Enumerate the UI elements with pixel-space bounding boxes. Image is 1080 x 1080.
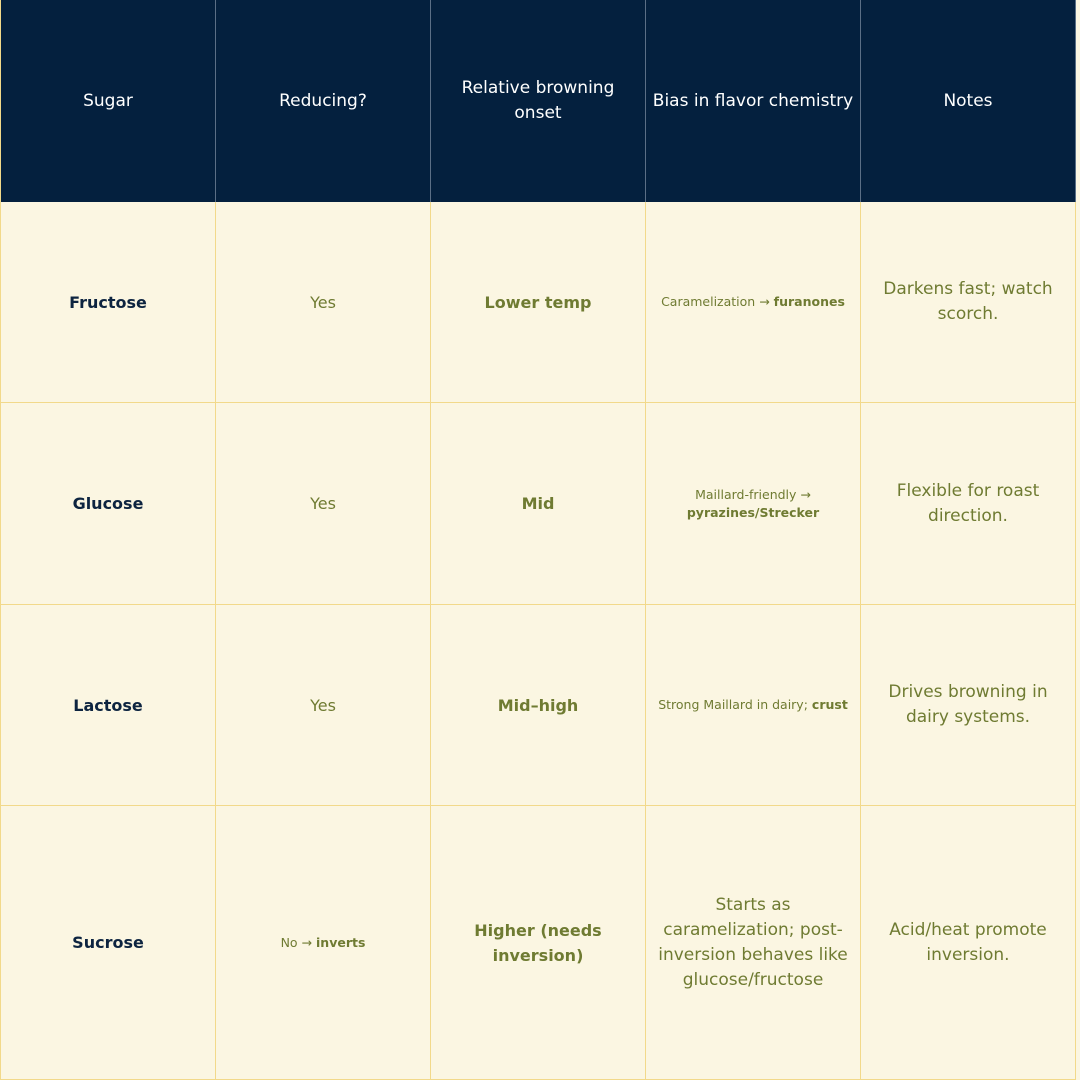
table-row-glucose-bias — [646, 403, 861, 605]
bias-value — [658, 696, 848, 714]
header-flavor-bias — [646, 0, 861, 202]
bias-text: Caramelization → — [661, 294, 770, 309]
header-notes-label: Notes — [943, 90, 993, 111]
table-row-lactose-reducing — [216, 605, 431, 806]
header-notes — [861, 0, 1076, 202]
table-row-glucose-reducing — [216, 403, 431, 605]
header-reducing-label: Reducing? — [279, 90, 367, 111]
reducing-value: Yes — [310, 695, 336, 715]
header-sugar-label: Sugar — [83, 90, 133, 111]
notes-value: Flexible for roast direction. — [896, 480, 1040, 526]
table-row-sucrose-notes — [861, 806, 1076, 1080]
table-row-fructose-reducing — [216, 202, 431, 403]
header-browning-onset — [431, 0, 646, 202]
reducing-text: No → — [280, 934, 313, 950]
onset-value: Mid — [521, 494, 555, 513]
sugar-name: Glucose — [72, 494, 144, 513]
table-row-fructose-bias — [646, 202, 861, 403]
table-row-fructose-onset — [431, 202, 646, 403]
sugar-name: Fructose — [69, 292, 147, 312]
bias-text: Strong Maillard in dairy; — [658, 697, 808, 712]
sugar-name: Lactose — [73, 695, 143, 715]
bias-value: Starts as caramelization; post-inversion behaves like glucose/fructose — [658, 894, 848, 990]
notes-value: Acid/heat promote inversion. — [889, 919, 1047, 965]
table-row-glucose-sugar — [1, 403, 216, 605]
bias-value — [661, 293, 845, 311]
bias-emphasis: furanones — [773, 294, 845, 309]
table-row-sucrose-reducing — [216, 806, 431, 1080]
table-row-sucrose-onset — [431, 806, 646, 1080]
header-browning-onset-label: Relative browning onset — [461, 78, 615, 123]
onset-value: Mid–high — [497, 695, 579, 715]
table-row-lactose-notes — [861, 605, 1076, 806]
bias-emphasis: pyrazines/Strecker — [686, 504, 820, 520]
bias-text: Maillard-friendly → — [695, 486, 811, 502]
reducing-value: Yes — [310, 292, 336, 312]
reducing-value — [281, 934, 366, 952]
table-row-lactose-onset — [431, 605, 646, 806]
table-row-glucose-onset — [431, 403, 646, 605]
table-row-fructose-sugar — [1, 202, 216, 403]
onset-value: Lower temp — [484, 292, 592, 312]
onset-value: Higher (needs inversion) — [474, 920, 602, 965]
reducing-emphasis: inverts — [316, 934, 366, 950]
sugar-name: Sucrose — [72, 933, 144, 952]
bias-value — [676, 486, 830, 522]
table-row-sucrose-sugar — [1, 806, 216, 1080]
bias-emphasis: crust — [811, 697, 848, 712]
header-sugar — [1, 0, 216, 202]
table-row-fructose-notes — [861, 202, 1076, 403]
notes-value: Drives browning in dairy systems. — [888, 682, 1048, 727]
table-row-lactose-bias — [646, 605, 861, 806]
header-flavor-bias-label: Bias in flavor chemistry — [652, 90, 854, 111]
notes-value: Darkens fast; watch scorch. — [883, 279, 1053, 324]
table-row-glucose-notes — [861, 403, 1076, 605]
table-row-sucrose-bias — [646, 806, 861, 1080]
header-reducing — [216, 0, 431, 202]
table-row-lactose-sugar — [1, 605, 216, 806]
reducing-value: Yes — [310, 494, 336, 513]
